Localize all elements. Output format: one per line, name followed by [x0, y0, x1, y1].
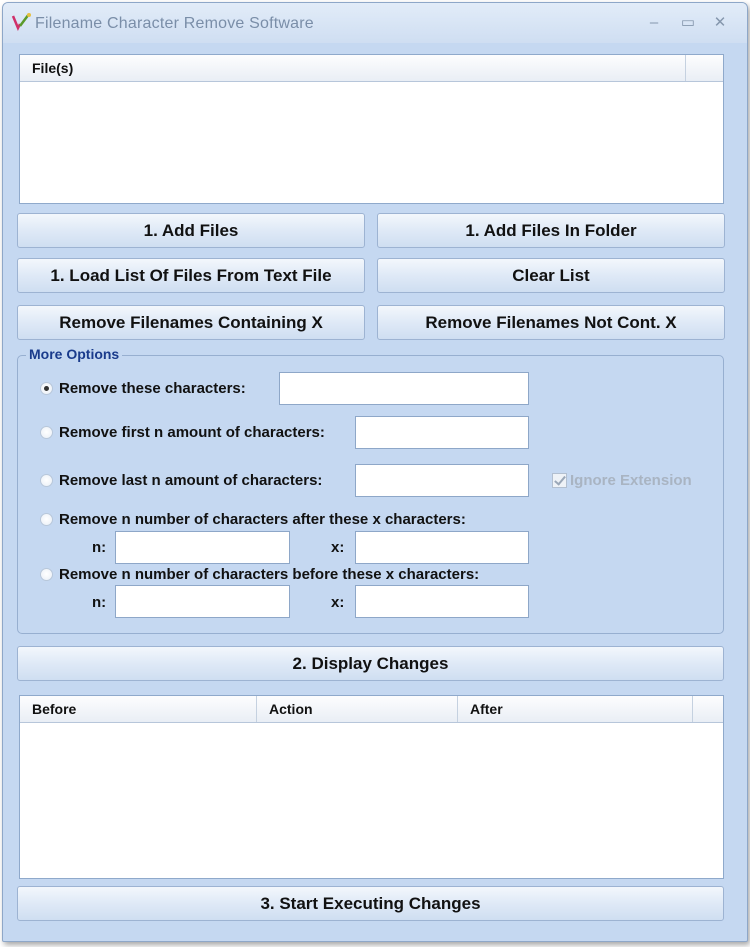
remove-after-label: Remove n number of characters after these x characters: — [59, 511, 466, 528]
load-list-button[interactable]: 1. Load List Of Files From Text File — [17, 258, 365, 293]
add-files-button[interactable]: 1. Add Files — [17, 213, 365, 248]
option-remove-these[interactable] — [40, 380, 246, 397]
remove-first-label: Remove first n amount of characters: — [59, 424, 325, 441]
title-bar[interactable] — [3, 3, 747, 43]
start-executing-button[interactable]: 3. Start Executing Changes — [17, 886, 724, 921]
remove-last-input[interactable] — [355, 464, 529, 497]
ignore-extension-checkbox[interactable] — [552, 472, 692, 489]
display-changes-button[interactable]: 2. Display Changes — [17, 646, 724, 681]
option-remove-last[interactable] — [40, 472, 322, 489]
after-x-label: x: — [331, 539, 345, 556]
before-x-input[interactable] — [355, 585, 529, 618]
window-title: Filename Character Remove Software — [35, 15, 314, 32]
changes-list[interactable] — [19, 695, 724, 879]
after-n-label: n: — [92, 539, 107, 556]
remove-containing-button[interactable]: Remove Filenames Containing X — [17, 305, 365, 340]
before-n-input[interactable] — [115, 585, 290, 618]
after-n-input[interactable] — [115, 531, 290, 564]
column-header-action[interactable]: Action — [257, 696, 458, 722]
remove-not-containing-button[interactable]: Remove Filenames Not Cont. X — [377, 305, 725, 340]
maximize-icon[interactable]: ▭ — [680, 14, 696, 31]
files-list-header — [20, 55, 723, 82]
app-icon — [11, 12, 33, 32]
option-remove-first[interactable] — [40, 424, 325, 441]
before-n-label: n: — [92, 594, 107, 611]
ignore-extension-label: Ignore Extension — [570, 472, 692, 489]
remove-these-label: Remove these characters: — [59, 380, 246, 397]
clear-list-button[interactable]: Clear List — [377, 258, 725, 293]
minimize-icon[interactable]: – — [649, 14, 659, 31]
option-remove-after[interactable] — [40, 511, 466, 528]
radio-remove-before[interactable] — [40, 568, 53, 581]
radio-remove-first[interactable] — [40, 426, 53, 439]
column-header-before[interactable]: Before — [20, 696, 257, 722]
remove-these-input[interactable] — [279, 372, 529, 405]
after-x-input[interactable] — [355, 531, 529, 564]
remove-before-label: Remove n number of characters before these x characters: — [59, 566, 480, 583]
add-files-in-folder-button[interactable]: 1. Add Files In Folder — [377, 213, 725, 248]
radio-remove-last[interactable] — [40, 474, 53, 487]
column-header-after[interactable]: After — [458, 696, 693, 722]
radio-remove-these[interactable] — [40, 382, 53, 395]
files-list[interactable] — [19, 54, 724, 204]
more-options-legend: More Options — [26, 346, 122, 362]
before-x-label: x: — [331, 594, 345, 611]
column-header-files[interactable]: File(s) — [20, 55, 686, 81]
checkbox-icon[interactable] — [552, 473, 567, 488]
radio-remove-after[interactable] — [40, 513, 53, 526]
close-icon[interactable]: ✕ — [713, 14, 727, 31]
remove-last-label: Remove last n amount of characters: — [59, 472, 323, 489]
remove-first-input[interactable] — [355, 416, 529, 449]
changes-list-header — [20, 696, 723, 723]
option-remove-before[interactable] — [40, 566, 479, 583]
